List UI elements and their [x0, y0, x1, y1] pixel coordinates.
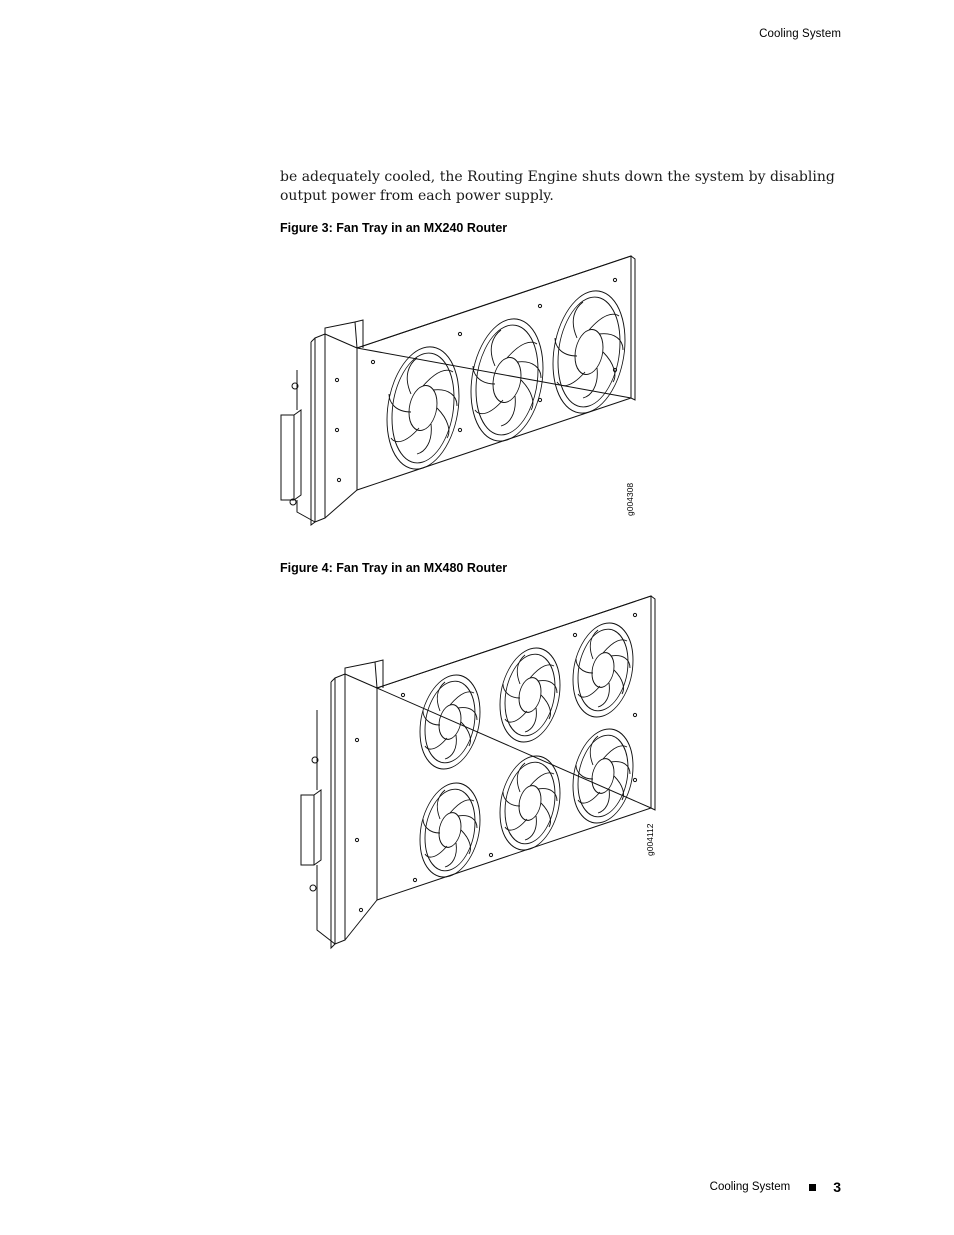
footer-separator-square	[809, 1184, 816, 1191]
fan-3	[553, 280, 625, 423]
body-paragraph: be adequately cooled, the Routing Engine shuts down the system by disabling output power from each power supply.	[280, 169, 835, 204]
figure-4-image-id: g004112	[645, 823, 655, 856]
footer-section-title: Cooling System	[709, 1181, 791, 1193]
fan-bottom-3	[573, 720, 633, 831]
figure-3-fan-tray-illustration	[275, 250, 650, 535]
fan-top-2	[500, 639, 560, 750]
page-number: 3	[833, 1179, 841, 1195]
running-header: Cooling System	[759, 28, 841, 40]
front-panel	[335, 674, 345, 944]
fan-1	[387, 336, 459, 479]
fan-top-1	[420, 666, 480, 777]
fan-tray-mx240-drawing	[275, 250, 650, 535]
fan-top-3	[573, 614, 633, 725]
front-panel	[315, 334, 325, 522]
fan-bottom-1	[420, 774, 480, 885]
figure-3-caption: Figure 3: Fan Tray in an MX240 Router	[280, 221, 508, 235]
figure-4-caption: Figure 4: Fan Tray in an MX480 Router	[280, 561, 508, 575]
figure-4-fan-tray-illustration	[295, 590, 670, 960]
fan-tray-mx480-drawing	[295, 590, 670, 960]
page-footer	[710, 1179, 841, 1195]
figure-3-image-id: g004308	[625, 482, 635, 516]
captive-screw-bottom	[310, 885, 316, 891]
